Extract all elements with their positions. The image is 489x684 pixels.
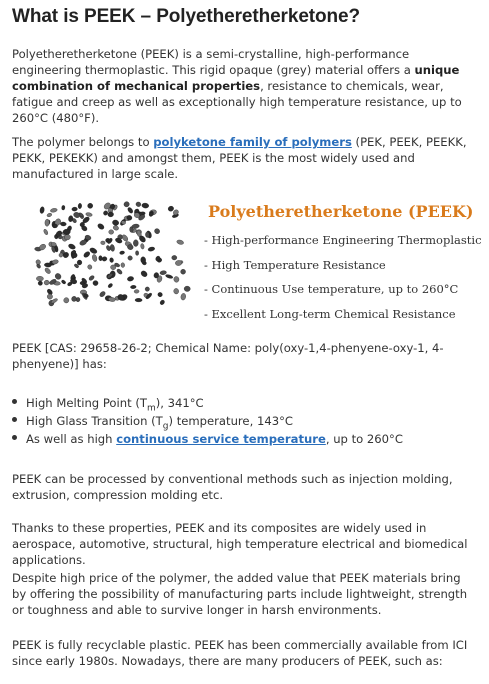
pellet [157, 292, 163, 298]
pellet [119, 251, 125, 255]
pellet [108, 297, 116, 303]
pellet [127, 207, 134, 215]
pellet [53, 224, 58, 228]
value-paragraph: Despite high price of the polymer, the added value that PEEK materials bring by offering the possibility of manufacturing parts include lightweight, strength or toughness and able to survive longer in harsh environments. [12, 571, 468, 617]
property-item-glass [12, 413, 403, 431]
pellet [63, 229, 71, 235]
pellet [88, 275, 95, 282]
family-text-before: The polymer belongs to [12, 135, 154, 149]
applications-paragraph: Thanks to these properties, PEEK and its composites are widely used in aerospace, automotive, structural, high temperature electrical and biomedical applications. [12, 521, 468, 567]
melting-value: ), 341°C [155, 396, 204, 410]
pellet [145, 232, 149, 238]
property-item-melting [12, 395, 403, 413]
pellet [134, 289, 139, 293]
pellet [50, 208, 58, 213]
pellet [37, 280, 43, 286]
family-paragraph [12, 134, 478, 182]
bullet-icon [12, 417, 17, 422]
pellet [43, 229, 49, 236]
pellet [127, 255, 133, 261]
family-text-after: (PEK, PEEK, PEEKK, PEKK, PEKEKK) and amongst them, PEEK is the most widely used and manufactured in large scale. [12, 135, 467, 181]
pellet [108, 212, 114, 218]
pellet [77, 260, 82, 266]
pellet [109, 257, 114, 262]
pellet [135, 201, 141, 207]
pellet [112, 219, 120, 226]
pellet [78, 203, 82, 209]
pellet [97, 223, 105, 231]
pellet [72, 207, 78, 211]
pellet [110, 244, 115, 252]
pellet [61, 205, 65, 210]
glass-subscript: g [162, 421, 169, 432]
service-temperature-link[interactable]: continuous service temperature [116, 432, 326, 446]
pellet [109, 230, 114, 235]
pellet [44, 267, 52, 275]
pellet [73, 211, 81, 218]
pellet [180, 269, 185, 274]
page-title: What is PEEK – Polyetheretherketone? [12, 6, 360, 27]
glass-text: High Glass Transition (T [26, 414, 163, 428]
pellet [144, 286, 150, 292]
pellet [153, 228, 160, 235]
hero-feature-item: - High-performance Engineering Thermoplastic [204, 233, 482, 247]
bullet-icon [12, 435, 17, 440]
pellet [184, 286, 190, 292]
property-item-service [12, 431, 403, 449]
hero-title: Polyetheretherketone (PEEK) [208, 202, 474, 221]
pellet [135, 251, 138, 256]
pellet [60, 222, 66, 226]
pellet [87, 264, 93, 270]
melting-text: High Melting Point (T [26, 396, 147, 410]
pellet [173, 288, 179, 294]
pellet [131, 224, 139, 230]
melting-subscript: m [146, 403, 156, 414]
hero-feature-item: - Excellent Long-term Chemical Resistance [204, 306, 456, 321]
peek-pellets-image [34, 200, 199, 310]
pellet [100, 241, 105, 245]
pellet [130, 285, 136, 289]
pellet [110, 265, 116, 270]
pellet [68, 243, 76, 250]
pellet [142, 203, 150, 209]
peek-hero-banner [34, 200, 482, 328]
pellet [36, 276, 43, 281]
recycle-paragraph: PEEK is fully recyclable plastic. PEEK has been commercially available from ICI since early 1980s. Nowadays, there are many producers of PEEK, such as: [12, 638, 468, 668]
pellet [133, 240, 138, 247]
property-list [12, 395, 403, 449]
cas-paragraph: PEEK [CAS: 29658-26-2; Chemical Name: poly(oxy-1,4-phenyene-oxy-1, 4-phenyene)] has: [12, 341, 444, 371]
pellet [64, 234, 71, 240]
pellet [85, 212, 92, 217]
hero-feature-item: - Continuous Use temperature, up to 260°C [204, 282, 459, 296]
pellet [89, 247, 98, 255]
polyketone-family-link[interactable]: polyketone family of polymers [153, 135, 352, 149]
pellet [160, 270, 167, 275]
hero-feature-item: - High Temperature Resistance [204, 257, 386, 272]
pellet [140, 243, 144, 249]
pellet [39, 206, 44, 213]
pellet [135, 298, 142, 302]
service-text: As well as high [26, 432, 117, 446]
pellet [175, 260, 182, 266]
pellet [165, 274, 173, 279]
pellet [35, 259, 41, 266]
pellet [107, 283, 113, 289]
service-value: , up to 260°C [325, 432, 403, 446]
pellet [180, 293, 186, 301]
pellet [167, 205, 174, 212]
pellet [92, 280, 98, 286]
pellet [148, 246, 156, 251]
pellet [140, 256, 146, 263]
bullet-icon [12, 399, 17, 404]
pellet [52, 259, 59, 265]
pellet [173, 276, 179, 283]
pellet [127, 276, 134, 282]
processing-paragraph: PEEK can be processed by conventional methods such as injection molding, extrusion, compression molding etc. [12, 472, 453, 502]
pellet [103, 210, 109, 216]
pellet [140, 270, 148, 278]
intro-text-after: , resistance to chemicals, wear, fatigue and creep as well as exceptionally high temperature resistance, up to 260°C (480°F). [12, 79, 462, 125]
pellet [121, 263, 125, 268]
pellet-cluster [34, 201, 190, 307]
hero-feature-list [204, 230, 482, 328]
pellet [116, 268, 123, 275]
pellet [99, 290, 107, 297]
pellet [123, 201, 130, 208]
pellet [61, 279, 67, 284]
pellet [46, 213, 52, 218]
pellet [44, 280, 50, 286]
pellet [63, 297, 69, 303]
pellet [112, 225, 119, 231]
intro-bold-text: unique combination of mechanical properties [12, 63, 460, 93]
pellet [159, 299, 165, 305]
glass-value: ) temperature, 143°C [168, 414, 293, 428]
pellet [83, 251, 91, 259]
pellet [47, 294, 53, 300]
pellet [87, 203, 93, 209]
intro-text-before: Polyetheretherketone (PEEK) is a semi-crystalline, high-performance engineering thermoplastic. This rigid opaque (grey) material offers a [12, 47, 415, 77]
pellet [92, 254, 98, 262]
pellet [99, 255, 103, 260]
intro-paragraph [12, 46, 478, 126]
pellet [176, 239, 184, 245]
pellet [45, 219, 50, 226]
pellet [44, 263, 51, 268]
pellet [172, 255, 177, 260]
